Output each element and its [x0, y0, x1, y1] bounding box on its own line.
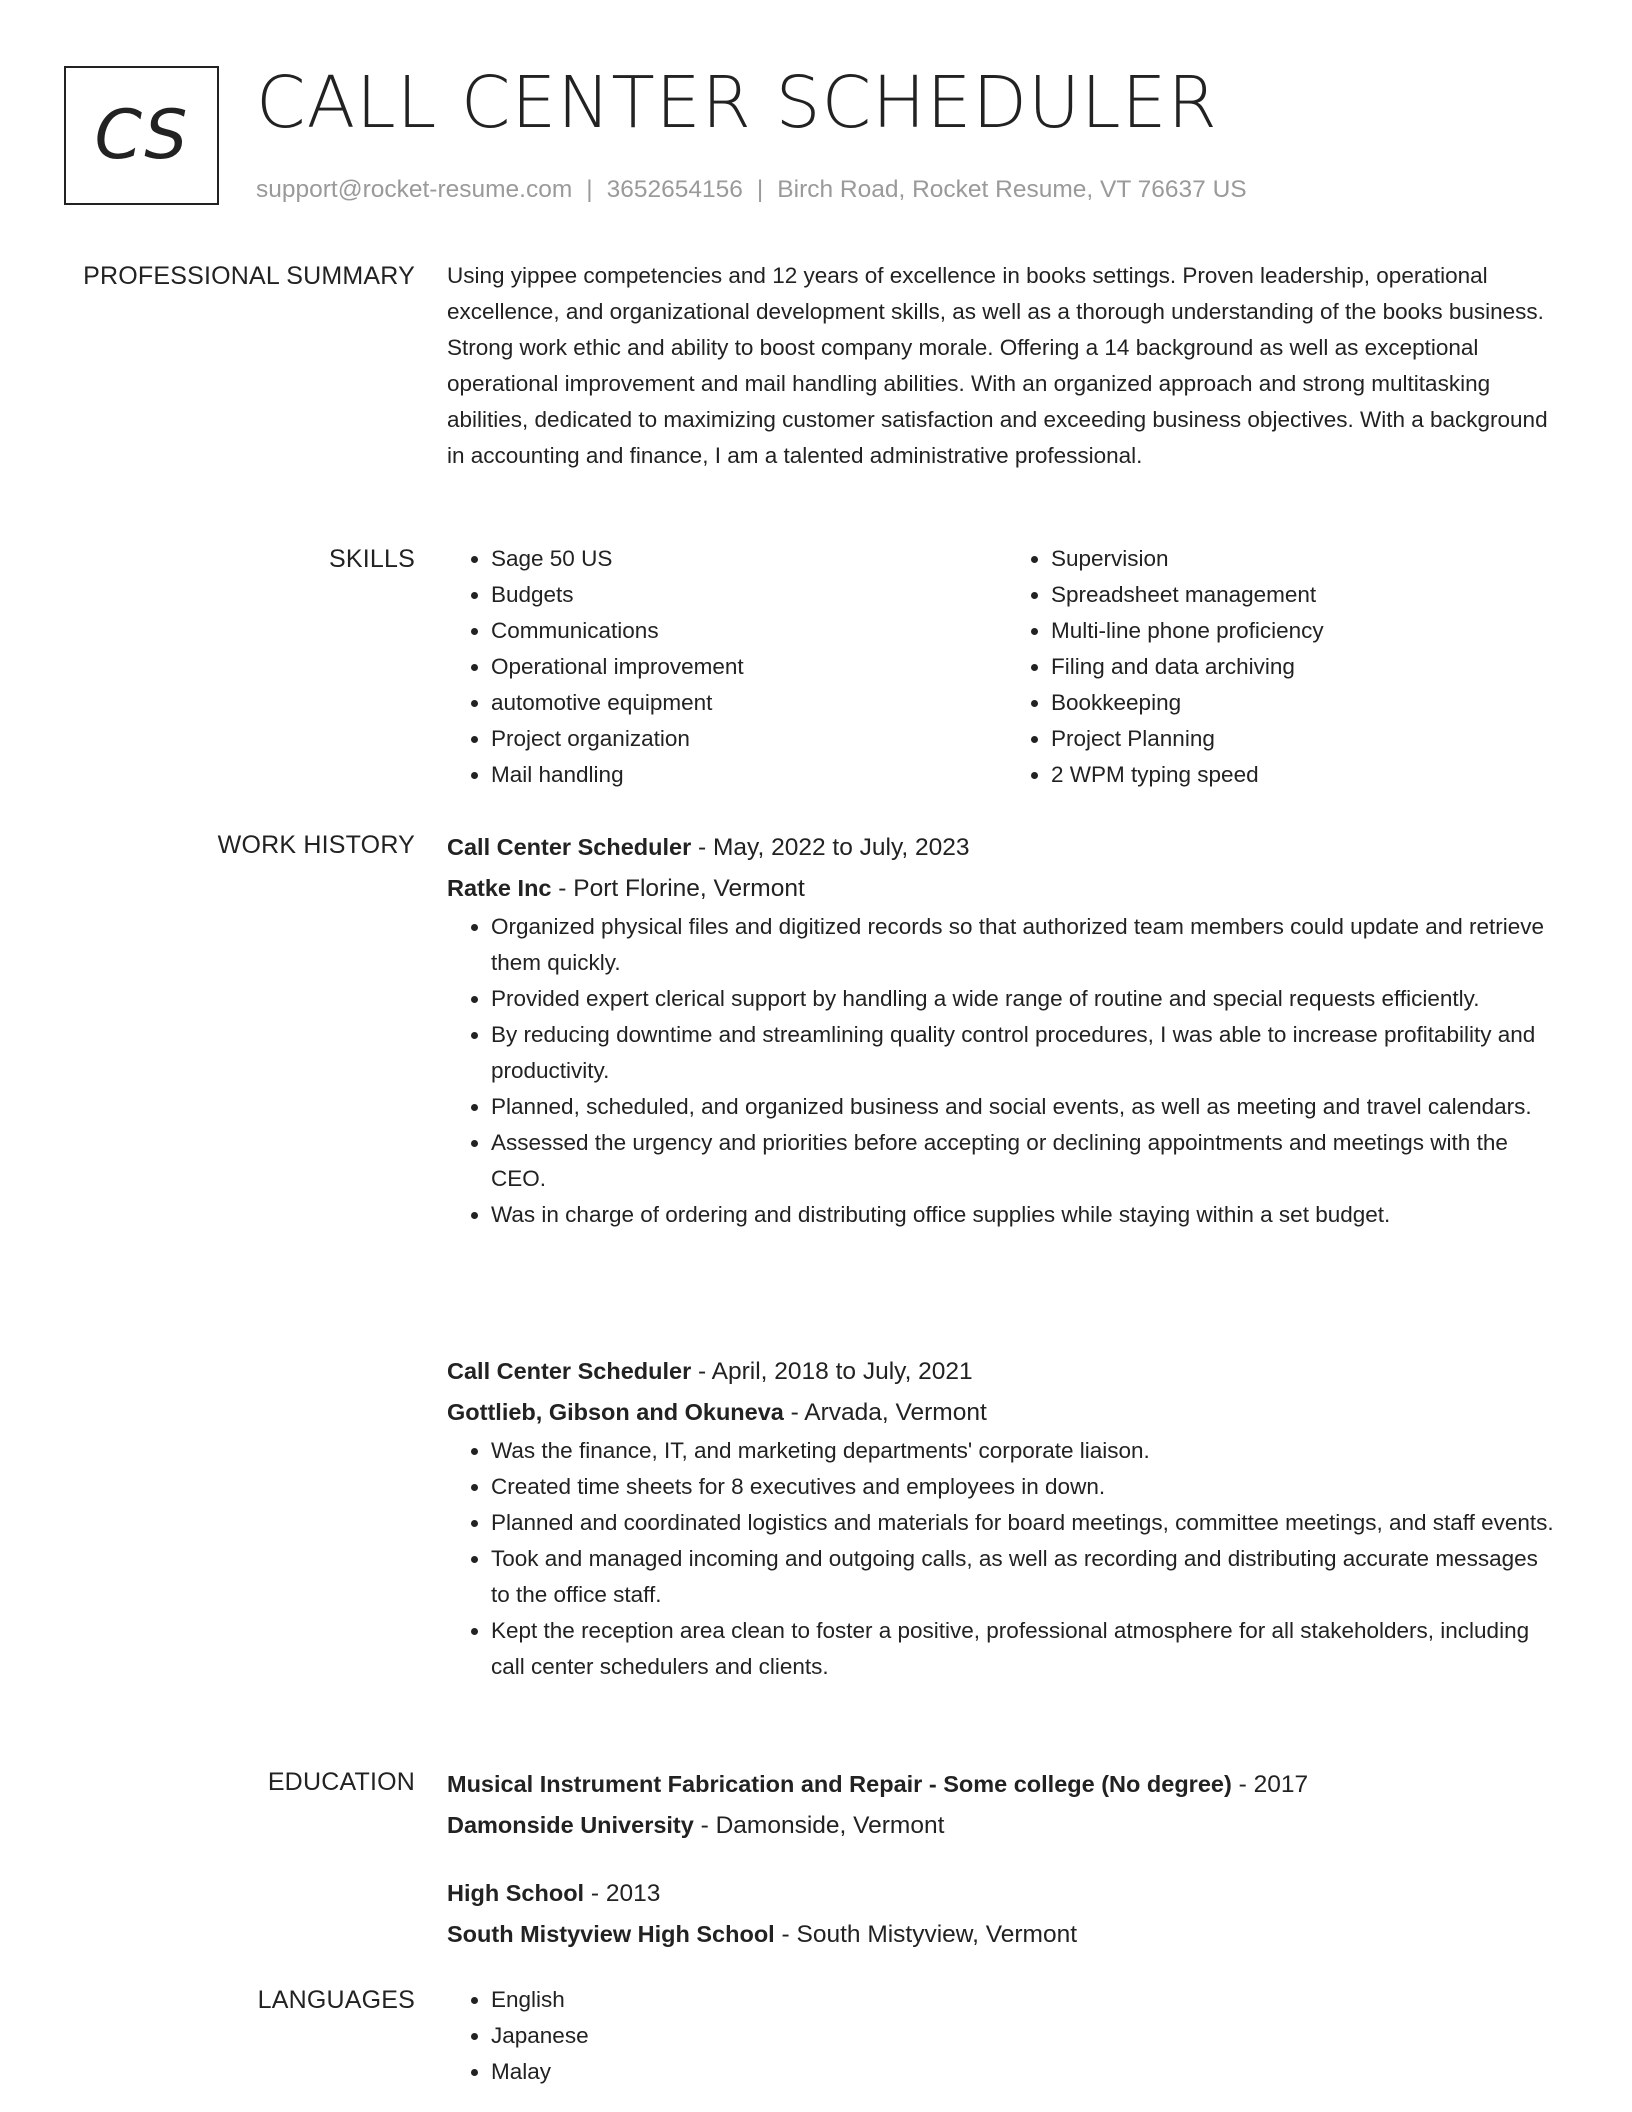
skill-item: • Communications: [491, 613, 1007, 649]
page-title: CALL CENTER SCHEDULER: [256, 61, 1218, 144]
job-bullet: • Organized physical files and digitized records so that authorized team members could update and retrieve them quickly.: [491, 909, 1567, 981]
education-location: - Damonside, Vermont: [693, 1812, 945, 1839]
contact-line: [256, 175, 1247, 205]
skill-item: • Bookkeeping: [1051, 685, 1567, 721]
skill-item: • automotive equipment: [491, 685, 1007, 721]
education-year: - 2013: [584, 1880, 661, 1907]
skill-item: • Operational improvement: [491, 649, 1007, 685]
job-location: - Arvada, Vermont: [783, 1399, 987, 1426]
job-bullet: • Provided expert clerical support by handling a wide range of routine and special requests efficiently.: [491, 981, 1567, 1017]
job-company: Ratke Inc: [447, 875, 552, 901]
monogram: CS: [64, 66, 219, 205]
job-entry: [447, 1351, 1567, 1685]
job-dates: - May, 2022 to July, 2023: [691, 834, 970, 861]
skill-item: • Supervision: [1051, 541, 1567, 577]
section-title-education: EDUCATION: [267, 1768, 415, 1796]
skill-item: • Mail handling: [491, 757, 1007, 793]
job-role: Call Center Scheduler: [447, 1358, 692, 1384]
languages-body: [447, 1982, 1567, 2090]
contact-separator: |: [756, 176, 764, 203]
education-degree: High School: [447, 1880, 585, 1906]
skill-item: • Filing and data archiving: [1051, 649, 1567, 685]
summary-text: Using yippee competencies and 12 years of excellence in books settings. Proven leadership, operational excellence, and organizational development skills, as well as a thorough understanding of the books business. Strong work ethic and ability to boost company morale. Offering a 14 background as well as exceptional operational improvement and mail handling abilities. With an organized approach and strong multitasking abilities, dedicated to maximizing customer satisfaction and exceeding business objectives. With a background in accounting and finance, I am a talented administrative professional.: [447, 263, 1548, 468]
job-bullet: • Kept the reception area clean to foster a positive, professional atmosphere for all stakeholders, including call center schedulers and clients.: [491, 1613, 1567, 1685]
section-title-skills: SKILLS: [329, 545, 415, 573]
job-role: Call Center Scheduler: [447, 834, 692, 860]
job-company-line: [447, 868, 1567, 909]
job-dates: - April, 2018 to July, 2021: [691, 1358, 973, 1385]
job-title-line: [447, 1351, 1567, 1392]
summary-body: [447, 258, 1567, 474]
skills-list-left: [447, 541, 1007, 793]
job-bullet: • Planned and coordinated logistics and materials for board meetings, committee meetings, and staff events.: [491, 1505, 1567, 1541]
contact-phone[interactable]: 3652654156: [606, 176, 743, 203]
education-entry: [447, 1873, 1567, 1955]
education-school: Damonside University: [447, 1812, 694, 1838]
section-title-work: WORK HISTORY: [217, 831, 415, 859]
skill-item: • Sage 50 US: [491, 541, 1007, 577]
work-body: [447, 1351, 1567, 1685]
skill-item: • Project organization: [491, 721, 1007, 757]
languages-list: [447, 1982, 1567, 2090]
job-bullet: • By reducing downtime and streamlining quality control procedures, I was able to increase profitability and productivity.: [491, 1017, 1567, 1089]
contact-address: Birch Road, Rocket Resume, VT 76637 US: [777, 176, 1247, 203]
job-company-line: [447, 1392, 1567, 1433]
skill-item: • 2 WPM typing speed: [1051, 757, 1567, 793]
education-degree: Musical Instrument Fabrication and Repair - Some college (No degree): [447, 1771, 1232, 1797]
job-entry: [447, 827, 1567, 1233]
section-title-summary: PROFESSIONAL SUMMARY: [83, 262, 415, 290]
education-body: [447, 1873, 1567, 1955]
education-school: South Mistyview High School: [447, 1921, 775, 1947]
job-location: - Port Florine, Vermont: [551, 875, 805, 902]
education-school-line: [447, 1805, 1567, 1846]
education-entry: [447, 1764, 1567, 1846]
skills-body: [447, 541, 1567, 793]
education-school-line: [447, 1914, 1567, 1955]
skill-item: • Project Planning: [1051, 721, 1567, 757]
skill-item: • Budgets: [491, 577, 1007, 613]
language-item: • Malay: [491, 2054, 1567, 2090]
education-degree-line: [447, 1873, 1567, 1914]
job-bullet: • Was the finance, IT, and marketing departments' corporate liaison.: [491, 1433, 1567, 1469]
job-bullet: • Planned, scheduled, and organized business and social events, as well as meeting and travel calendars.: [491, 1089, 1567, 1125]
job-bullet: • Was in charge of ordering and distributing office supplies while staying within a set budget.: [491, 1197, 1567, 1233]
skill-item: • Spreadsheet management: [1051, 577, 1567, 613]
job-company: Gottlieb, Gibson and Okuneva: [447, 1399, 784, 1425]
language-item: • Japanese: [491, 2018, 1567, 2054]
job-bullet: • Created time sheets for 8 executives and employees in down.: [491, 1469, 1567, 1505]
skills-list-right: [1007, 541, 1567, 793]
job-title-line: [447, 827, 1567, 868]
skill-item: • Multi-line phone proficiency: [1051, 613, 1567, 649]
contact-email[interactable]: support@rocket-resume.com: [256, 176, 573, 203]
job-bullet: • Took and managed incoming and outgoing calls, as well as recording and distributing accurate messages to the office staff.: [491, 1541, 1567, 1613]
education-body: [447, 1764, 1567, 1846]
job-bullet: • Assessed the urgency and priorities before accepting or declining appointments and meetings with the CEO.: [491, 1125, 1567, 1197]
education-location: - South Mistyview, Vermont: [774, 1921, 1077, 1948]
language-item: • English: [491, 1982, 1567, 2018]
job-bullets: [447, 909, 1567, 1233]
education-degree-line: [447, 1764, 1567, 1805]
section-title-languages: LANGUAGES: [257, 1986, 415, 2014]
contact-separator: |: [586, 176, 593, 203]
work-body: [447, 827, 1567, 1233]
education-year: - 2017: [1231, 1771, 1309, 1798]
job-bullets: [447, 1433, 1567, 1685]
